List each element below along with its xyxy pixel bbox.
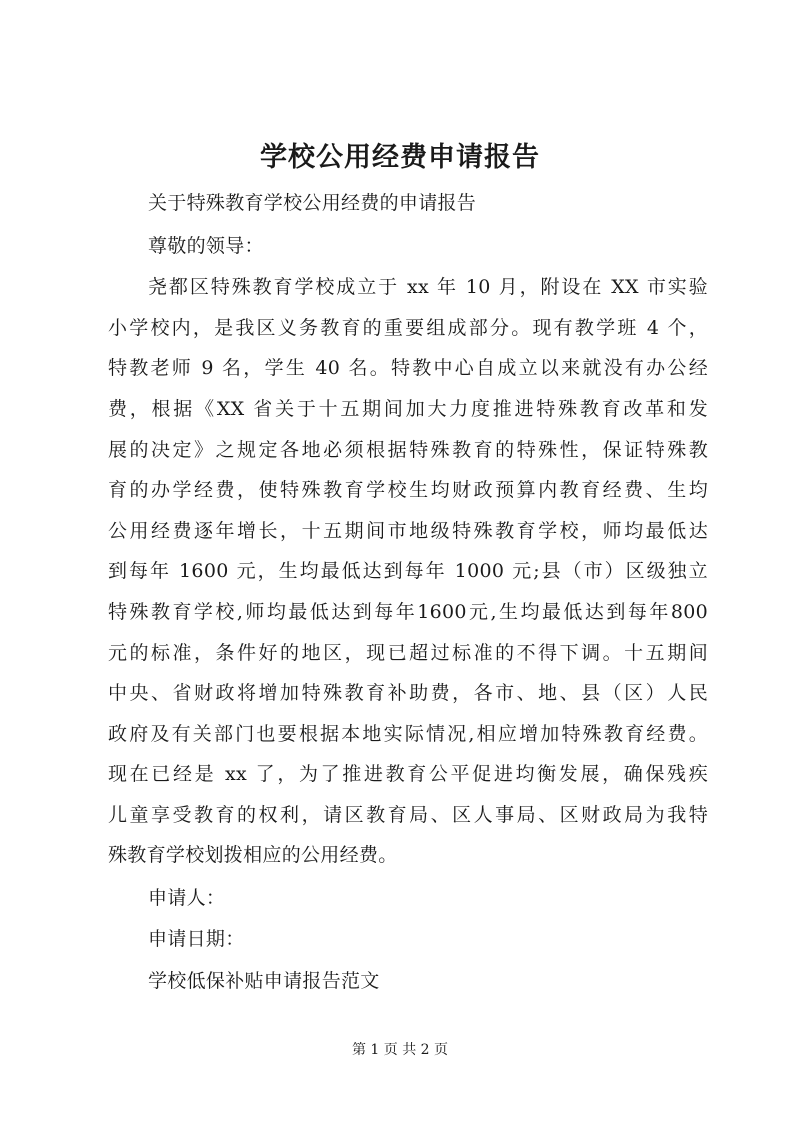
- body-line: 尧都区特殊教育学校成立于 xx 年 10 月，附设在 XX 市实验: [148, 276, 708, 298]
- page-footer: 第 1 页 共 2 页: [351, 1042, 449, 1058]
- body-line: 特殊教育学校,师均最低达到每年1600元,生均最低达到每年800: [108, 601, 708, 623]
- date-label: 申请日期：: [148, 928, 245, 950]
- body-line: 费，根据《XX 省关于十五期间加大力度推进特殊教育改革和发: [108, 398, 708, 420]
- body-line: 展的决定》之规定各地必须根据特殊教育的特殊性，保证特殊教: [108, 439, 708, 461]
- body-line: 育的办学经费，使特殊教育学校生均财政预算内教育经费、生均: [108, 479, 708, 501]
- body-line: 元的标准，条件好的地区，现已超过标准的不得下调。十五期间: [108, 642, 708, 664]
- body-line: 到每年 1600 元，生均最低达到每年 1000 元;县（市）区级独立: [108, 560, 708, 582]
- body-line: 现在已经是 xx 了，为了推进教育公平促进均衡发展，确保残疾: [108, 763, 708, 785]
- body-line: 公用经费逐年增长，十五期间市地级特殊教育学校，师均最低达: [108, 520, 708, 542]
- document-subtitle: 关于特殊教育学校公用经费的申请报告: [148, 192, 477, 214]
- body-line: 中央、省财政将增加特殊教育补助费，各市、地、县（区）人民: [108, 682, 708, 704]
- next-article-title: 学校低保补贴申请报告范文: [148, 970, 380, 992]
- document-title: 学校公用经费申请报告: [260, 142, 540, 173]
- body-line: 小学校内，是我区义务教育的重要组成部分。现有教学班 4 个，: [108, 317, 708, 339]
- salutation: 尊敬的领导：: [148, 235, 264, 257]
- body-line: 殊教育学校划拨相应的公用经费。: [108, 844, 398, 866]
- body-line: 政府及有关部门也要根据本地实际情况,相应增加特殊教育经费。: [108, 723, 708, 745]
- body-line: 儿童享受教育的权利，请区教育局、区人事局、区财政局为我特: [108, 804, 708, 826]
- body-line: 特教老师 9 名，学生 40 名。特教中心自成立以来就没有办公经: [108, 357, 708, 379]
- applicant-label: 申请人：: [148, 887, 226, 909]
